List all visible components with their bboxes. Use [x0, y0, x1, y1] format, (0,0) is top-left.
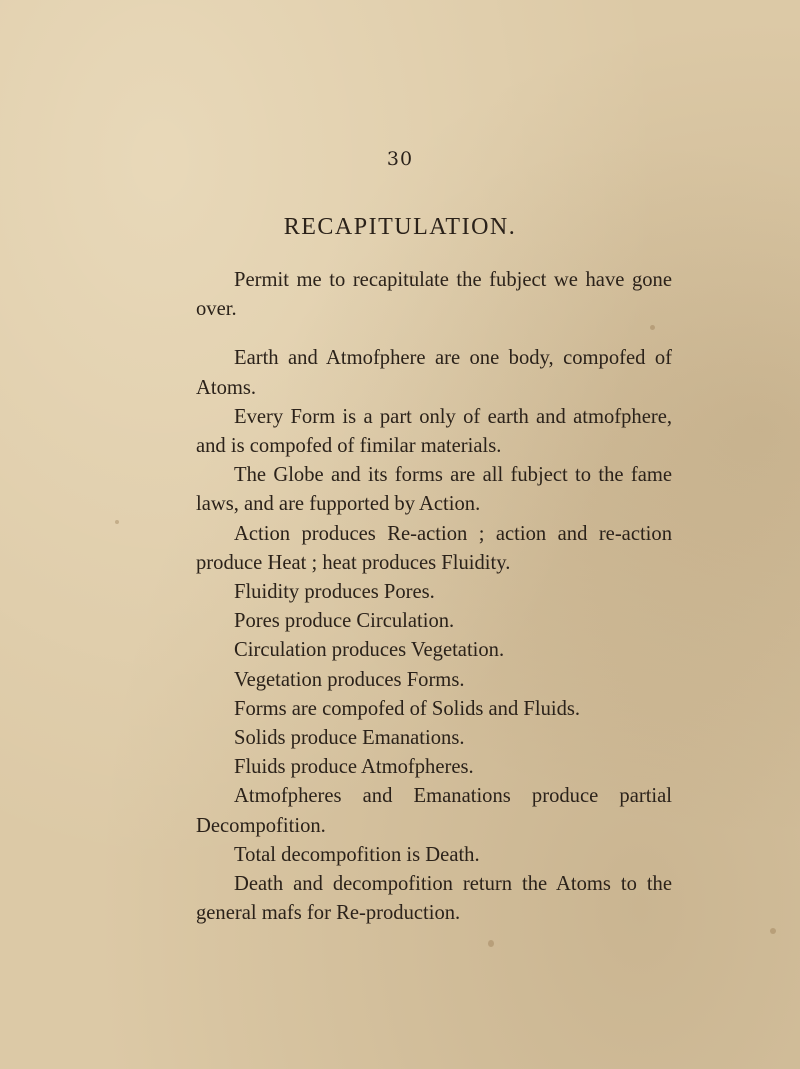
paragraph: Pores produce Circulation. — [234, 610, 455, 633]
foxing-spot — [488, 940, 494, 947]
paragraph: Forms are compofed of Solids and Fluids. — [234, 697, 581, 720]
paragraph: Total decompofition is Death. — [234, 843, 480, 866]
paragraph: Fluidity produces Pores. — [234, 581, 435, 604]
paragraph: Vegetation produces Forms. — [234, 668, 465, 691]
paragraph: Every Form is a part only of earth and atmofphere, and is compofed of fimilar materials. — [196, 405, 672, 458]
paragraph: Fluids produce Atmofpheres. — [234, 756, 474, 779]
paragraph: Permit me to recapitulate the fubject we have gone over. — [196, 269, 672, 321]
paragraph: The Globe and its forms are all fubject to the fame laws, and are fupported by Action. — [196, 464, 672, 516]
page-number: 30 — [386, 148, 414, 170]
body-text — [196, 266, 672, 928]
foxing-spot — [770, 928, 776, 934]
section-heading: RECAPITULATION. — [283, 214, 517, 240]
paragraph: Circulation produces Vegetation. — [234, 639, 505, 662]
paragraph: Earth and Atmofphere are one body, compofed of Atoms. — [196, 347, 672, 399]
paragraph: Solids produce Emanations. — [234, 727, 465, 750]
paragraph: Action produces Re-action ; action and re-action produce Heat ; heat produces Fluidity. — [196, 522, 672, 574]
foxing-spot — [115, 520, 119, 524]
paragraph: Atmofpheres and Emanations produce partial Decompofition. — [196, 785, 672, 837]
paragraph: Death and decompofition return the Atoms to the general mafs for Re-production. — [196, 873, 672, 925]
